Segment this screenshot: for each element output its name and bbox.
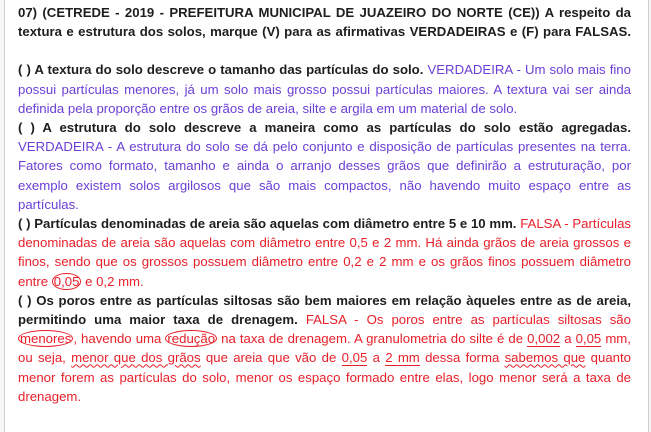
item-2-explanation: - A estrutura do solo se dá pelo conjunto e disposição de partículas presentes na terra. Fatores como formato, tamanho e ainda o arranjo desses grãos que definirão a estruturação, por exemplo existem solos argilosos que são mais compactos, não havendo muito espaço entre as partículas. <box>18 139 631 212</box>
item-4-underline-v3: 0,05 <box>341 350 368 366</box>
item-4-circled-reducao: redução <box>167 331 216 347</box>
question-content <box>18 3 631 406</box>
question-header: 07) (CETREDE - 2019 - PREFEITURA MUNICIPAL DE JUAZEIRO DO NORTE (CE)) A respeito da textura e estrutura dos solos, marque (V) para as afirmativas VERDADEIRAS e (F) para FALSAS. <box>18 5 631 40</box>
item-3-statement: ( ) Partículas denominadas de areia são aquelas com diâmetro entre 5 e 10 mm. <box>18 216 517 232</box>
item-4-text-4: a <box>560 331 576 347</box>
item-4-text-6: que areia que vão de <box>200 350 342 366</box>
item-3-explanation-b: e 0,2 mm. <box>81 273 144 289</box>
document-panel <box>4 0 649 432</box>
item-4-text-7: a <box>367 350 386 366</box>
item-4-underline-v2: 0,05 <box>575 331 602 347</box>
item-4-statement: ( ) Os poros entre as partículas siltosas são bem maiores em relação àqueles entre as de areia, permitindo uma maior taxa de drenagem. <box>18 292 631 328</box>
item-4-underline-v4: 2 mm <box>385 350 420 366</box>
item-4-wavy-menor: menor que dos grãos <box>71 350 201 366</box>
item-4-underline-v1: 0,002 <box>527 331 561 347</box>
item-3-verdict: FALSA <box>520 216 561 232</box>
item-2-statement: ( ) A estrutura do solo descreve a maneira como as partículas do solo estão agregadas. <box>18 120 631 136</box>
item-1 <box>18 60 631 118</box>
item-4-text-9: quanto menor forem as partículas do solo, menor os espaço formado entre elas, logo menor será a taxa de drenagem. <box>18 350 631 404</box>
item-4-text-3: na taxa de drenagem. A granulometria do silte é de <box>217 331 528 347</box>
item-4-text-8: dessa forma <box>419 350 505 366</box>
item-4-circled-menores: menores <box>20 331 72 347</box>
item-2 <box>18 118 631 214</box>
item-4-wavy-sabemos: sabemos que <box>504 350 586 366</box>
item-3 <box>18 214 631 291</box>
item-3-explanation-a: - Partículas denominadas de areia são aquelas com diâmetro entre 0,5 e 2 mm. Há ainda grãos de areia grossos e finos, sendo que os grossos possuem diâmetro entre 0,2 e 2 mm e os grãos finos possuem diâmetro entre <box>18 216 632 289</box>
item-4-text-1: - Os poros entre as partículas siltosas são <box>346 312 631 328</box>
spacer <box>18 41 631 60</box>
item-3-circled-value: 0,05 <box>53 273 80 289</box>
item-4-text-5: mm, ou seja, <box>18 331 631 366</box>
item-4-verdict: FALSA <box>305 312 347 328</box>
item-1-verdict: VERDADEIRA <box>427 62 513 78</box>
item-1-explanation: - Um solo mais fino possui partículas menores, já um solo mais grosso possui partículas maiores. A textura vai ser ainda definida pela proporção entre os grãos de areia, silte e argila em um material de solo. <box>18 62 631 116</box>
item-2-verdict: VERDADEIRA <box>18 139 104 155</box>
item-1-statement: ( ) A textura do solo descreve o tamanho das partículas do solo. <box>18 62 424 78</box>
item-4-text-2: , havendo uma <box>73 331 166 347</box>
item-4 <box>18 291 631 406</box>
